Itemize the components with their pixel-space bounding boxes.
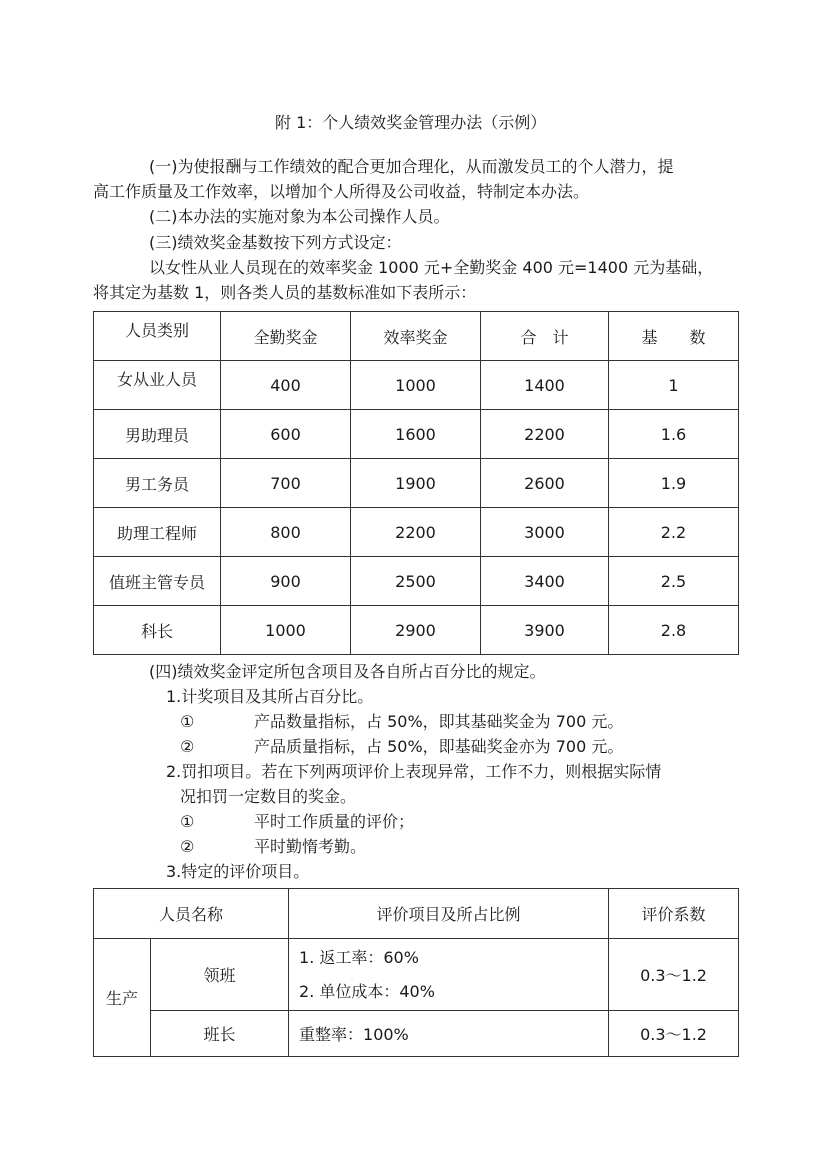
table-cell: 1000 <box>351 361 481 410</box>
header-cell: 全勤奖金 <box>221 312 351 361</box>
table-cell: 2200 <box>351 508 481 557</box>
table-row <box>94 939 739 1011</box>
item-1-1-marker: ① <box>180 712 195 731</box>
eval-item: 2. 单位成本：40% <box>299 981 435 1001</box>
table-row <box>94 508 739 557</box>
paragraph-1-cont: 高工作质量及工作效率，以增加个人所得及公司收益，特制定本办法。 <box>93 182 590 201</box>
item-2-2: 平时勤惰考勤。 <box>254 837 367 856</box>
table-row <box>94 361 739 410</box>
paragraph-1: (一)为使报酬与工作绩效的配合更加合理化，从而激发员工的个人潜力，提 <box>149 157 674 176</box>
table-cell: 700 <box>221 459 351 508</box>
table-cell: 1 <box>609 361 739 410</box>
table-row <box>94 557 739 606</box>
role-cell: 班长 <box>151 1011 289 1057</box>
table-cell: 1000 <box>221 606 351 655</box>
table-cell: 1400 <box>481 361 609 410</box>
table-row <box>94 410 739 459</box>
group-cell: 生产 <box>94 939 151 1057</box>
header-cell: 评价系数 <box>609 889 739 939</box>
table-cell: 1.6 <box>609 410 739 459</box>
table-cell: 3900 <box>481 606 609 655</box>
item-1-2-marker: ② <box>180 737 195 756</box>
bonus-base-table <box>93 311 739 655</box>
table-cell: 400 <box>221 361 351 410</box>
paragraph-4: 以女性从业人员现在的效率奖金 1000 元+全勤奖金 400 元=1400 元为基础， <box>149 258 714 277</box>
table-header-row <box>94 889 739 939</box>
paragraph-3: (三)绩效奖金基数按下列方式设定： <box>149 233 402 252</box>
item-1-1: 产品数量指标，占 50%，即其基础奖金为 700 元。 <box>254 712 624 731</box>
header-cell: 合 计 <box>481 312 609 361</box>
document-title: 附 1：个人绩效奖金管理办法（示例） <box>275 113 547 132</box>
coef-cell: 0.3～1.2 <box>609 1011 739 1057</box>
item-2-cont: 况扣罚一定数目的奖金。 <box>180 787 357 806</box>
table-cell: 1900 <box>351 459 481 508</box>
eval-item: 重整率：100% <box>289 1011 609 1057</box>
item-1: 1.计奖项目及其所占百分比。 <box>166 687 374 706</box>
table-cell: 2500 <box>351 557 481 606</box>
header-cell: 效率奖金 <box>351 312 481 361</box>
table-cell: 1600 <box>351 410 481 459</box>
table-cell: 3400 <box>481 557 609 606</box>
table-cell: 助理工程师 <box>94 508 221 557</box>
table-cell: 3000 <box>481 508 609 557</box>
section-4-heading: (四)绩效奖金评定所包含项目及各自所占百分比的规定。 <box>149 662 546 681</box>
header-cell: 评价项目及所占比例 <box>289 889 609 939</box>
item-2-1: 平时工作质量的评价； <box>254 812 415 831</box>
header-cell: 基 数 <box>609 312 739 361</box>
item-2: 2.罚扣项目。若在下列两项评价上表现异常，工作不力，则根据实际情 <box>166 762 662 781</box>
table-cell: 科长 <box>94 606 221 655</box>
header-cell: 人员名称 <box>94 889 289 939</box>
table-cell: 2600 <box>481 459 609 508</box>
paragraph-4-cont: 将其定为基数 1，则各类人员的基数标准如下表所示： <box>93 283 477 302</box>
table-row <box>94 606 739 655</box>
table-cell: 2200 <box>481 410 609 459</box>
items-cell <box>289 939 609 1011</box>
table-cell: 2.2 <box>609 508 739 557</box>
table-cell: 女从业人员 <box>94 361 221 410</box>
header-cell: 人员类别 <box>94 312 221 361</box>
eval-item: 1. 返工率：60% <box>299 947 419 967</box>
item-2-1-marker: ① <box>180 812 195 831</box>
item-2-2-marker: ② <box>180 837 195 856</box>
table-cell: 男助理员 <box>94 410 221 459</box>
evaluation-table <box>93 888 739 1057</box>
item-3: 3.特定的评价项目。 <box>166 862 310 881</box>
table-row <box>94 1011 739 1057</box>
table-cell: 2.8 <box>609 606 739 655</box>
table-cell: 1.9 <box>609 459 739 508</box>
paragraph-2: (二)本办法的实施对象为本公司操作人员。 <box>149 207 450 226</box>
table-row <box>94 459 739 508</box>
table-header-row <box>94 312 739 361</box>
table-cell: 600 <box>221 410 351 459</box>
table-cell: 800 <box>221 508 351 557</box>
coef-cell: 0.3～1.2 <box>609 939 739 1011</box>
item-1-2: 产品质量指标，占 50%，即基础奖金亦为 700 元。 <box>254 737 624 756</box>
table-cell: 值班主管专员 <box>94 557 221 606</box>
role-cell: 领班 <box>151 939 289 1011</box>
table-cell: 2.5 <box>609 557 739 606</box>
table-cell: 2900 <box>351 606 481 655</box>
table-cell: 900 <box>221 557 351 606</box>
table-cell: 男工务员 <box>94 459 221 508</box>
